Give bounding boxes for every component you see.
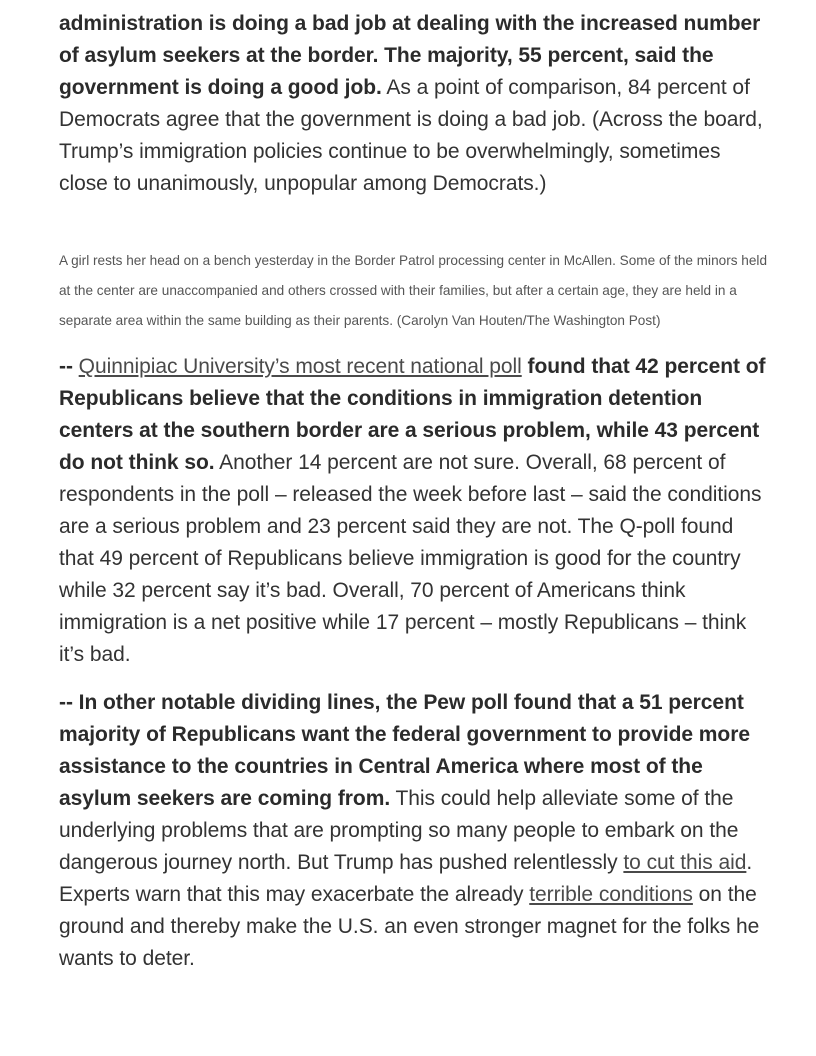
paragraph-text: This could help alleviate some of the underlying problems that are prompting so many people to embark on the dangerous journey north. But Trump has pushed relentlessly <box>59 787 739 874</box>
paragraph-text: As a point of comparison, 84 percent of Democrats agree that the government is doing a bad job. (Across the board, Trump’s immigration policies continue to be overwhelmingly, sometimes close to unanimously, unpopular among Democrats.) <box>59 76 763 195</box>
bold-lead: -- In other notable dividing lines, the Pew poll found that a 51 percent majority of Republicans want the federal government to provide more assistance to the countries in Central America where most of the asylum seekers are coming from. <box>59 691 750 810</box>
bold-lead: administration is doing a bad job at dealing with the increased number of asylum seekers at the border. The majority, 55 percent, said the government is doing a good job. <box>59 12 761 99</box>
paragraph-text: on the ground and thereby make the U.S. an even stronger magnet for the folks he wants to deter. <box>59 883 760 970</box>
bold-prefix: -- <box>59 355 79 378</box>
photo-caption: A girl rests her head on a bench yesterday in the Border Patrol processing center in McAllen. Some of the minors held at the center are unaccompanied and others crossed with their families, but after a certain age, they are held in a separate area within the same building as their parents. (Carolyn Van Houten/The Washington Post) <box>59 253 768 328</box>
article-body <box>59 8 769 975</box>
bold-lead: found that 42 percent of Republicans believe that the conditions in immigration detention centers at the southern border are a serious problem, while 43 percent do not think so. <box>59 355 766 474</box>
paragraph-quinnipiac-poll <box>59 351 769 671</box>
cut-aid-link[interactable]: to cut this aid <box>623 851 747 874</box>
paragraph-text: . Experts warn that this may exacerbate the already <box>59 851 753 906</box>
quinnipiac-poll-link[interactable]: Quinnipiac University’s most recent national poll <box>78 355 522 378</box>
paragraph-text: Another 14 percent are not sure. Overall, 68 percent of respondents in the poll – released the week before last – said the conditions are a serious problem and 23 percent said they are not. The Q-poll found that 49 percent of Republicans believe immigration is good for the country while 32 percent say it’s bad. Overall, 70 percent of Americans think immigration is a net positive while 17 percent – mostly Republicans – think it’s bad. <box>59 451 762 666</box>
terrible-conditions-link[interactable]: terrible conditions <box>529 883 693 906</box>
paragraph-pew-government-handling <box>59 8 769 200</box>
paragraph-central-america-aid <box>59 687 769 975</box>
